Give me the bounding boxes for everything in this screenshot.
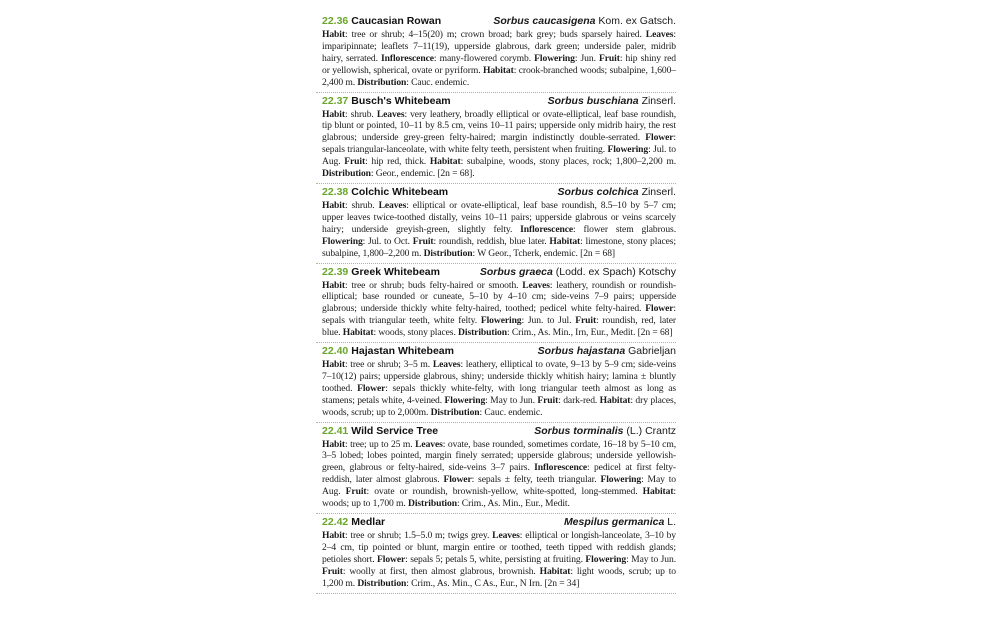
field-text: : May to Jun. (485, 394, 538, 406)
field-text: : shrub. (344, 108, 377, 120)
entry-number: 22.36 (322, 15, 349, 27)
common-name: Caucasian Rowan (351, 15, 442, 27)
field-label: Distribution (423, 247, 473, 259)
field-text: : Crim., As. Min., Eur., Medit. (456, 498, 570, 510)
field-label: Inflorescence (520, 223, 574, 235)
field-label: Leaves (522, 279, 550, 291)
scientific-name: Sorbus graeca (479, 265, 553, 278)
field-text: : tree or shrub; 1.5–5.0 m; twigs grey. (344, 530, 493, 541)
field-label: Fruit (412, 235, 434, 247)
common-name: Colchic Whitebeam (351, 185, 449, 198)
species-entry (316, 14, 676, 93)
field-text: : elliptical or ovate-elliptical, leaf base roundish, 8.5–10 by 5–7 cm; upper leaves twice-toothed distally, veins 10–11 pairs; upperside glabrous or veins scarcely hairy; underside greyish-green, slightly felty. (322, 199, 677, 235)
field-text: : Jul. to Aug. (322, 144, 676, 168)
authority: (Lodd. ex Spach) Kotschy (555, 265, 676, 278)
field-text: : woods; up to 1,700 m. (322, 486, 676, 510)
field-label: Flower (645, 303, 674, 315)
field-text: : roundish, reddish, blue later. (433, 235, 550, 247)
field-label: Distribution (458, 327, 507, 339)
species-entry-list (316, 14, 676, 594)
field-text: : woods, stony places. (373, 327, 459, 339)
field-label: Habitat (642, 486, 674, 498)
field-text: : crook-branched woods; subalpine, 1,600–2,400 m. (322, 64, 676, 88)
entry-heading (316, 425, 676, 439)
field-label: Leaves (492, 530, 520, 541)
field-label: Habit (322, 530, 345, 541)
authority: (L.) Crantz (626, 424, 676, 437)
field-label: Distribution (357, 76, 407, 88)
common-name: Wild Service Tree (351, 424, 439, 437)
field-label: Distribution (322, 168, 371, 180)
field-text: : pedicel at first felty-reddish, later almost glabrous. (322, 462, 676, 486)
field-label: Fruit (537, 394, 559, 406)
field-label: Flower (645, 132, 674, 144)
field-text: : flower stem glabrous. (573, 223, 676, 235)
field-text: : Cauc. endemic. (479, 406, 543, 418)
field-label: Leaves (378, 199, 407, 211)
field-text: : ovate, base rounded, sometimes cordate, 16–18 by 5–10 cm, 3–5 lobed; lobes pointed, margin finely serrated; upperside glabrous; underside yellowish-green, glabrous or felty-haired, side-veins 3–7 pairs. (322, 438, 676, 474)
entry-number: 22.39 (322, 265, 349, 278)
field-label: Flowering (322, 235, 363, 247)
field-text: : very leathery, broadly elliptical or ovate-elliptical, leaf base roundish, tip blunt or pointed, 10–11 by 8.5 cm, veins 10–11 pairs; upperside only midrib hairy, the rest glabrous; underside grey-green felty-haired; margin indistinctly double-serrated. (322, 108, 677, 144)
field-text: : Geor., endemic. [2n = 68]. (370, 168, 475, 180)
authority: Gabrieljan (628, 345, 676, 358)
authority: L. (667, 516, 676, 528)
entry-heading (316, 186, 676, 200)
field-label: Fruit (345, 486, 367, 498)
entry-description (316, 359, 676, 419)
entry-heading (316, 516, 676, 530)
field-text: : elliptical or longish-lanceolate, 3–10 by 2–4 cm, tip pointed or blunt, margin entire or toothed, teeth tipped with reddish glands; petioles short. (322, 530, 676, 565)
field-label: Habit (322, 359, 345, 371)
field-text: : sepals thickly white-felty, with long triangular teeth almost as long as stamens; petals white, 4-veined. (322, 382, 676, 406)
field-label: Flowering (534, 52, 575, 64)
field-label: Leaves (432, 359, 461, 371)
field-text: : limestone, stony places; subalpine, 1,800–2,200 m. (322, 235, 676, 259)
scientific-name: Sorbus caucasigena (493, 15, 596, 27)
field-text: : light woods, scrub; up to 1,200 m. (322, 565, 676, 589)
field-label: Habit (322, 199, 345, 211)
field-label: Leaves (376, 108, 405, 120)
field-label: Inflorescence (381, 52, 434, 64)
field-text: : leathery, elliptical to ovate, 9–13 by 5–9 cm; side-veins 7–10(12) pairs; upperside glabrous, shiny; underside thickly whitish hairy; lamina ± bluntly toothed. (322, 359, 677, 394)
field-label: Habitat (539, 565, 571, 577)
field-text: : May to Aug. (322, 474, 676, 498)
species-entry (316, 94, 676, 184)
entry-heading (316, 266, 676, 280)
field-label: Habitat (429, 156, 461, 168)
field-text: : Jun. (574, 52, 599, 64)
common-name: Hajastan Whitebeam (351, 345, 454, 358)
entry-heading (316, 15, 676, 29)
field-label: Distribution (408, 498, 457, 510)
field-text: : imparipinnate; leaflets 7–11(19), upperside glabrous, dark green; underside paler, midrib hairy, serrated. (322, 29, 676, 64)
field-text: : hip red, thick. (365, 156, 430, 168)
species-entry (316, 344, 676, 423)
entry-number: 22.37 (322, 94, 349, 107)
field-label: Habit (322, 279, 345, 291)
field-label: Habitat (482, 64, 514, 76)
entry-number: 22.41 (322, 424, 349, 437)
field-label: Habitat (342, 327, 374, 339)
entry-heading (316, 345, 676, 359)
field-text: : dark-red. (558, 394, 600, 406)
field-label: Distribution (430, 406, 480, 418)
field-label: Inflorescence (534, 462, 588, 474)
entry-description (316, 109, 676, 180)
entry-number: 22.40 (322, 345, 349, 358)
scientific-name: Sorbus torminalis (534, 424, 624, 437)
field-text: : leathery, roundish or roundish-elliptical; base rounded or cuneate, 5–10 by 4–10 cm; side-veins 7–9 pairs; upperside glabrous; underside thickly white felty-haired, toothed; pedicel white felty-haired. (322, 279, 676, 315)
field-text: : many-flowered corymb. (433, 52, 535, 64)
field-label: Flowering (607, 144, 649, 156)
field-label: Habit (322, 438, 345, 450)
common-name: Busch's Whitebeam (351, 94, 451, 107)
field-label: Habitat (599, 394, 631, 406)
species-entry (316, 265, 676, 344)
field-label: Distribution (357, 577, 407, 589)
field-label: Flower (377, 553, 406, 565)
field-text: : tree or shrub; 3–5 m. (344, 359, 433, 371)
field-label: Fruit (344, 156, 366, 168)
entry-description (316, 200, 676, 260)
entry-description (316, 530, 676, 590)
field-text: : sepals with triangular teeth, white felty. (322, 303, 676, 327)
field-text: : W Geor., Tcherk, endemic. [2n = 68] (472, 247, 616, 259)
field-label: Flowering (600, 474, 642, 486)
field-text: : May to Jun. (626, 553, 676, 565)
scientific-name: Mespilus germanica (563, 516, 665, 528)
common-name: Greek Whitebeam (351, 265, 440, 278)
field-label: Flower (443, 474, 472, 486)
field-text: : Crim., As. Min., Irn, Eur., Medit. [2n = 68] (506, 327, 673, 339)
species-entry (316, 185, 676, 264)
field-text: : roundish, red, later blue. (322, 315, 676, 339)
field-label: Fruit (322, 565, 343, 577)
scientific-name: Sorbus buschiana (547, 94, 639, 107)
field-text: : hip shiny red or yellowish, spherical, ovate or pyriform. (322, 52, 676, 76)
field-text: : sepals ± felty, teeth triangular. (471, 474, 601, 486)
field-label: Flowering (480, 315, 522, 327)
field-text: : Crim., As. Min., C As., Eur., N Irn. [2n = 34] (406, 577, 580, 589)
field-text: : sepals 5; petals 5, white, persisting at fruiting. (405, 553, 586, 565)
field-text: : tree or shrub; buds felty-haired or smooth. (344, 279, 523, 291)
field-text: : Cauc. endemic. (406, 76, 470, 88)
field-label: Flower (357, 382, 386, 394)
field-text: : dry places, woods, scrub; up to 2,000m. (322, 394, 676, 418)
species-entry (316, 424, 676, 514)
field-text: : sepals triangular-lanceolate, with white felty teeth, persistent when fruiting. (322, 132, 676, 156)
field-label: Fruit (575, 315, 597, 327)
field-label: Leaves (415, 438, 443, 450)
field-text: : tree or shrub; 4–15(20) m; crown broad; bark grey; buds sparsely haired. (344, 29, 646, 40)
entry-description (316, 439, 676, 510)
species-page (316, 14, 676, 595)
field-label: Habit (322, 29, 345, 40)
entry-description (316, 280, 676, 340)
field-label: Habitat (549, 235, 581, 247)
authority: Kom. ex Gatsch. (598, 15, 676, 27)
entry-number: 22.42 (322, 516, 349, 528)
field-label: Fruit (599, 52, 620, 64)
scientific-name: Sorbus colchica (557, 185, 639, 198)
entry-number: 22.38 (322, 185, 349, 198)
scientific-name: Sorbus hajastana (537, 345, 626, 358)
field-text: : tree; up to 25 m. (344, 438, 416, 450)
field-text: : Jul. to Oct. (362, 235, 413, 247)
field-text: : Jun. to Jul. (521, 315, 576, 327)
common-name: Medlar (351, 516, 386, 528)
field-text: : subalpine, woods, stony places, rock; 1,800–2,200 m. (460, 156, 677, 168)
field-text: : shrub. (344, 199, 379, 211)
entry-description (316, 29, 676, 89)
authority: Zinserl. (641, 185, 676, 198)
species-entry (316, 515, 676, 594)
field-text: : woolly at first, then almost glabrous, brownish. (342, 565, 540, 577)
field-label: Flowering (585, 553, 627, 565)
field-label: Habit (322, 108, 345, 120)
authority: Zinserl. (641, 94, 676, 107)
entry-heading (316, 95, 676, 109)
field-label: Flowering (444, 394, 486, 406)
field-label: Leaves (645, 29, 674, 40)
field-text: : ovate or roundish, brownish-yellow, white-spotted, long-stemmed. (366, 486, 643, 498)
